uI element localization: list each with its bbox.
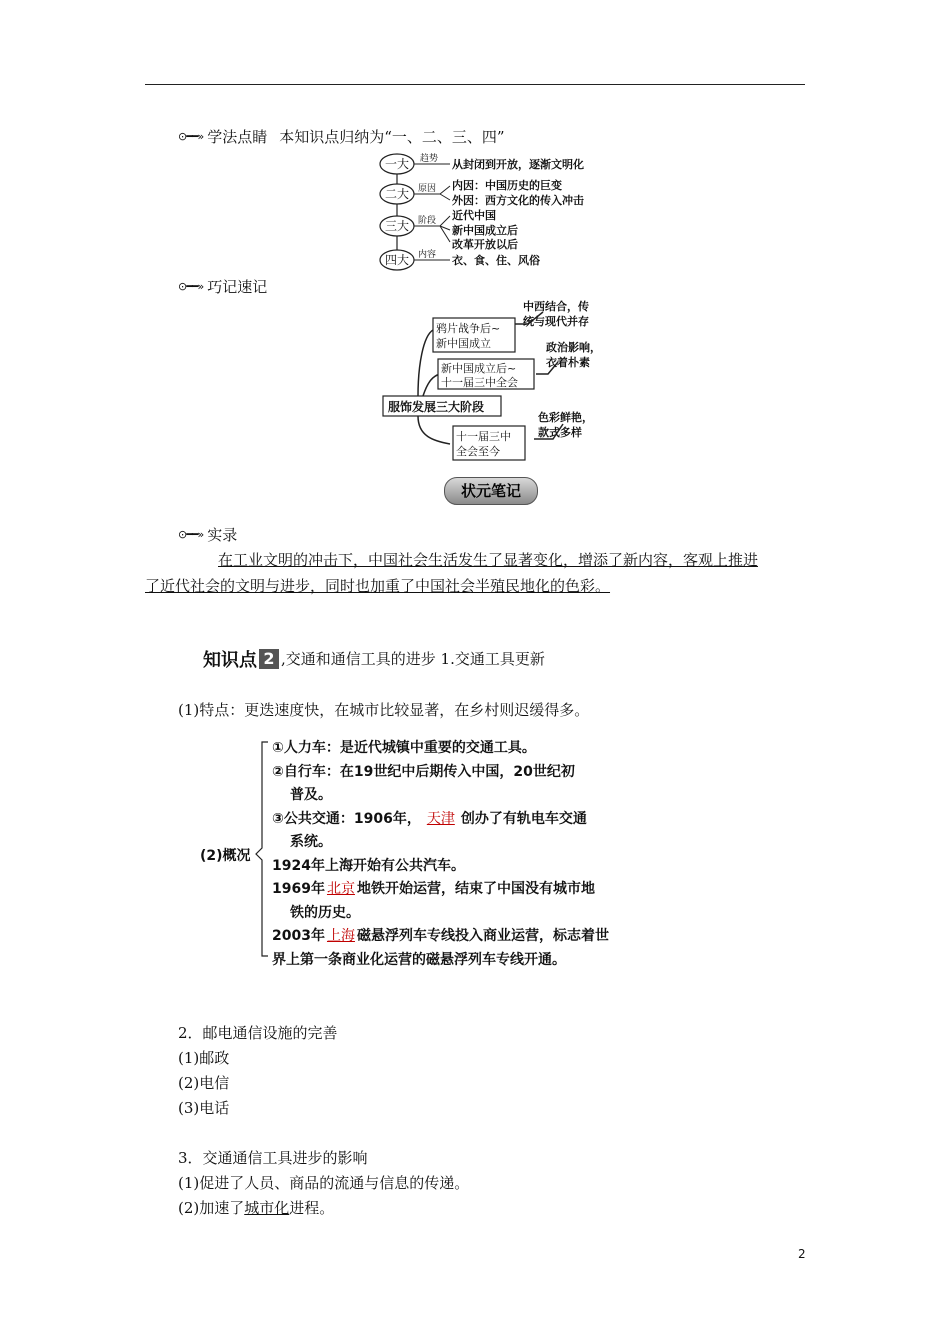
four-big-diagram: [370, 150, 610, 275]
overview-brace: [252, 738, 272, 962]
impact-2-prefix: (2)加速了: [178, 1199, 245, 1217]
stage-1-line-1: 鸦片战争后~: [436, 322, 501, 335]
desc-2-line-2: 衣着朴素: [546, 356, 590, 369]
impact-item-1: (1)促进了人员、商品的流通与信息的传递。: [178, 1174, 470, 1192]
overview-line-7: [272, 878, 609, 902]
overview-line-1: ①人力车：是近代城镇中重要的交通工具。: [272, 740, 536, 756]
post-item-1: (1)邮政: [178, 1049, 230, 1067]
circle-label-3: 三大: [385, 219, 410, 233]
overview-line-4: [272, 808, 609, 832]
stage-line-3: 改革开放以后: [452, 238, 518, 251]
impact-2-suffix: 进程。: [289, 1199, 335, 1217]
key-label-3: 阶段: [418, 216, 437, 226]
line-7-suffix: 地铁开始运营，结束了中国没有城市地: [356, 881, 595, 897]
line-7-prefix: 1969年: [272, 881, 325, 897]
bullet-arrow-icon: ⊙━━»: [178, 528, 204, 541]
stage-1-line-2: 新中国成立: [436, 337, 491, 350]
champion-notes-badge: 状元笔记: [444, 477, 538, 505]
knowledge-point-heading: [203, 646, 545, 672]
overview-line-2: ②自行车：在19世纪中后期传入中国，20世纪初: [272, 763, 575, 780]
stage-2-line-2: 十一届三中全会: [441, 376, 518, 389]
marker-label: 巧记速记: [207, 278, 268, 296]
cause-line-2: 外因：西方文化的传入冲击: [452, 194, 584, 207]
feature-text: (1)特点：更迭速度快，在城市比较显著，在乡村则迟缓得多。: [178, 701, 590, 719]
impact-item-2: [178, 1198, 334, 1218]
overview-line-10: 界上第一条商业化运营的磁悬浮列车专线开通。: [272, 951, 566, 968]
bullet-arrow-icon: ⊙━━»: [178, 130, 204, 143]
circle-label-2: 二大: [385, 187, 410, 201]
header-rule: [145, 84, 805, 85]
bullet-arrow-icon: ⊙━━»: [178, 280, 204, 293]
stage-line-1: 近代中国: [452, 209, 496, 222]
desc-1-line-2: 统与现代并存: [523, 315, 589, 328]
post-item-3: (3)电话: [178, 1099, 230, 1117]
key-label-4: 内容: [418, 250, 437, 260]
circle-label-1: 一大: [385, 157, 410, 171]
line-9-prefix: 2003年: [272, 928, 325, 944]
page-number: 2: [798, 1247, 806, 1261]
marker-label: 学法点睛: [207, 128, 268, 146]
note-line-2: 了近代社会的文明与进步，同时也加重了中国社会半殖民地化的色彩。: [145, 577, 611, 595]
key-label-2: 原因: [418, 184, 437, 194]
overview-line-8: 铁的历史。: [290, 904, 360, 921]
post-title: 2．邮电通信设施的完善: [178, 1024, 338, 1042]
content-line: 衣、食、住、风俗: [452, 254, 540, 267]
key-label-1: 趋势: [420, 154, 439, 164]
post-item-2: (2)电信: [178, 1074, 230, 1092]
answer-beijing: 北京: [326, 881, 355, 897]
desc-3-line-2: 款式多样: [538, 426, 582, 439]
kp-title: ,交通和通信工具的进步 1.交通工具更新: [281, 650, 545, 668]
desc-2-line-1: 政治影响，: [546, 341, 601, 354]
stage-3-line-2: 全会至今: [456, 445, 500, 458]
marker-text: 本知识点归纳为“一、二、三、四”: [279, 128, 505, 146]
overview-list: [272, 737, 609, 972]
kp-label: 知识点: [203, 650, 257, 671]
desc-3-line-1: 色彩鲜艳，: [538, 411, 593, 424]
overview-line-5: 系统。: [290, 834, 332, 850]
answer-urbanization: 城市化: [244, 1199, 290, 1217]
note-line-1: 在工业文明的冲击下，中国社会生活发生了显著变化，增添了新内容，客观上推进: [218, 551, 759, 569]
line-9-suffix: 磁悬浮列车专线投入商业运营，标志着世: [356, 928, 609, 944]
overview-label: (2)概况: [200, 848, 251, 864]
section-marker-record: [178, 524, 237, 545]
overview-line-3: 普及。: [290, 787, 332, 803]
mindmap-center: 服饰发展三大阶段: [388, 400, 485, 414]
section-marker-memory: [178, 276, 267, 297]
line-4-prefix: ③公共交通：1906年，: [272, 810, 421, 827]
circle-label-4: 四大: [385, 253, 410, 267]
impact-title: 3．交通通信工具进步的影响: [178, 1149, 368, 1167]
overview-line-9: [272, 925, 609, 949]
kp-number-badge: 2: [259, 649, 279, 669]
cause-line-1: 内因：中国历史的巨变: [452, 179, 562, 192]
overview-line-6: 1924年上海开始有公共汽车。: [272, 857, 465, 874]
answer-shanghai: 上海: [326, 928, 355, 944]
clothing-mindmap: [378, 296, 618, 462]
trend-line: 从封闭到开放，逐渐文明化: [452, 158, 584, 171]
stage-line-2: 新中国成立后: [452, 224, 518, 237]
answer-tianjin: 天津: [426, 810, 455, 827]
marker-label: 实录: [207, 526, 238, 544]
stage-2-line-1: 新中国成立后~: [441, 362, 517, 375]
section-marker-study-tips: [178, 126, 505, 147]
line-4-suffix: 创办了有轨电车交通: [460, 810, 587, 827]
stage-3-line-1: 十一届三中: [456, 430, 511, 443]
desc-1-line-1: 中西结合，传: [523, 300, 589, 313]
